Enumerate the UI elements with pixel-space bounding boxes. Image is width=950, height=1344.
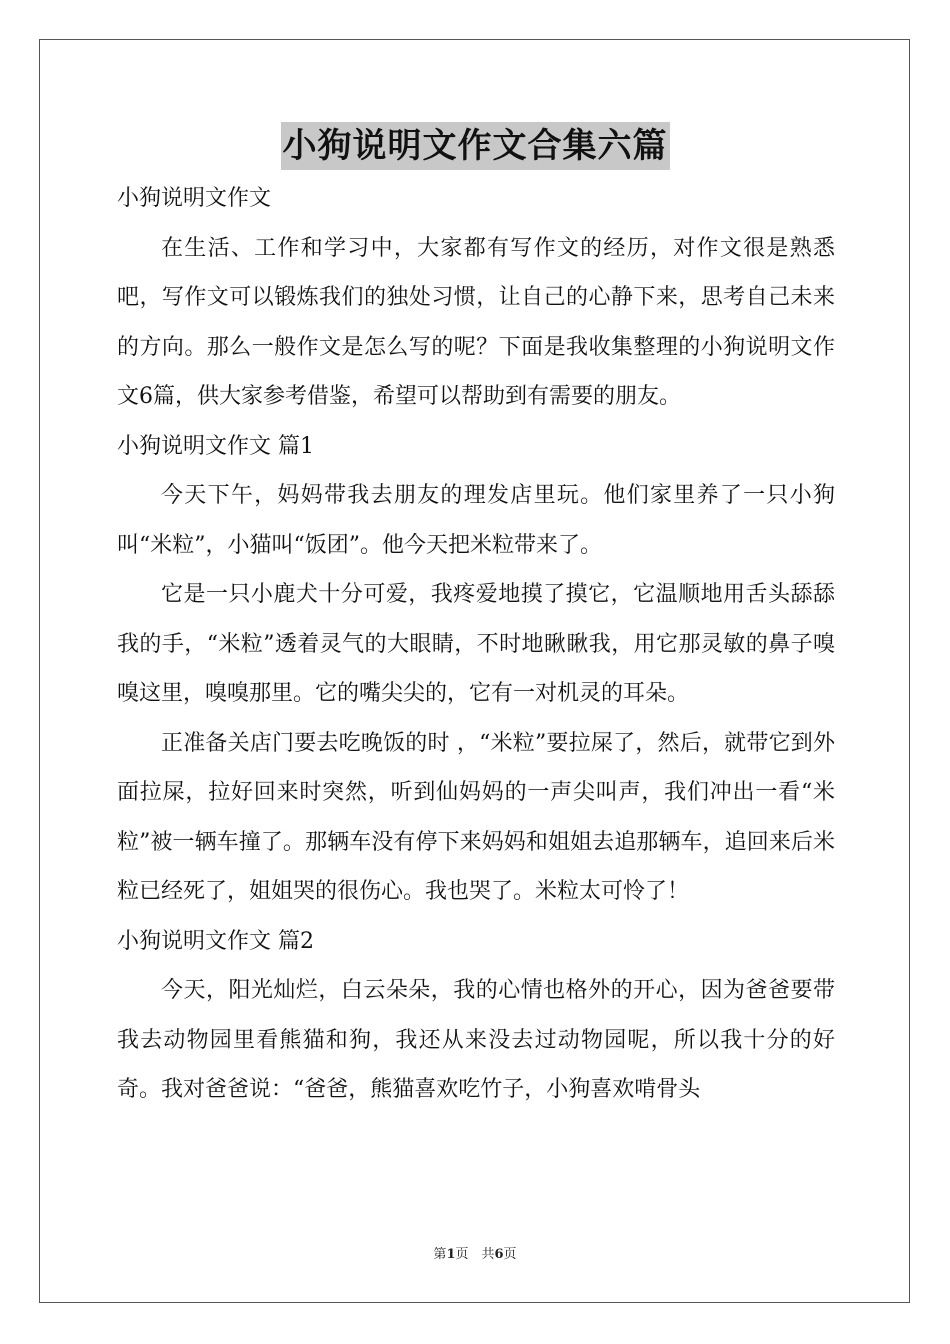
body-paragraph: 它是一只小鹿犬十分可爱，我疼爱地摸了摸它，它温顺地用舌头舔舔我的手，“米粒”透着灵气的大眼睛，不时地瞅瞅我，用它那灵敏的鼻子嗅嗅这里，嗅嗅那里。它的嘴尖尖的，它有一对机灵的耳朵。 (117, 582, 835, 706)
section-heading: 小狗说明文作文 篇1 (117, 433, 314, 459)
footer-suffix: 页 (503, 1247, 517, 1262)
page-footer (0, 1245, 950, 1265)
body-paragraph: 今天下午，妈妈带我去朋友的理发店里玩。他们家里养了一只小狗叫“米粒”，小猫叫“饭团”。他今天把米粒带来了。 (117, 483, 835, 558)
document-title: 小狗说明文作文合集六篇 (281, 122, 670, 170)
document-body (117, 174, 835, 1115)
footer-prefix: 第 (433, 1247, 447, 1262)
body-paragraph: 在生活、工作和学习中，大家都有写作文的经历，对作文很是熟悉吧，写作文可以锻炼我们的独处习惯，让自己的心静下来，思考自己未来的方向。那么一般作文是怎么写的呢？下面是我收集整理的小狗说明文作文6篇，供大家参考借鉴，希望可以帮助到有需要的朋友。 (117, 235, 835, 409)
section-heading: 小狗说明文作文 篇2 (117, 928, 314, 954)
body-paragraph: 今天，阳光灿烂，白云朵朵，我的心情也格外的开心，因为爸爸要带我去动物园里看熊猫和狗，我还从来没去过动物园呢，所以我十分的好奇。我对爸爸说：“爸爸，熊猫喜欢吃竹子，小狗喜欢啃骨头 (117, 978, 835, 1102)
body-paragraph: 正准备关店门要去吃晚饭的时 ，“米粒”要拉屎了，然后，就带它到外面拉屎，拉好回来时突然，听到仙妈妈的一声尖叫声，我们冲出一看“米粒”被一辆车撞了。那辆车没有停下来妈妈和姐姐去追那辆车，追回来后米粒已经死了，姐姐哭的很伤心。我也哭了。米粒太可怜了！ (117, 730, 835, 904)
footer-current-page: 1 (446, 1247, 456, 1262)
title-container (0, 122, 950, 170)
section-heading: 小狗说明文作文 (117, 186, 272, 211)
footer-total-pages: 6 (494, 1247, 504, 1262)
footer-middle: 页 共 (455, 1247, 495, 1262)
